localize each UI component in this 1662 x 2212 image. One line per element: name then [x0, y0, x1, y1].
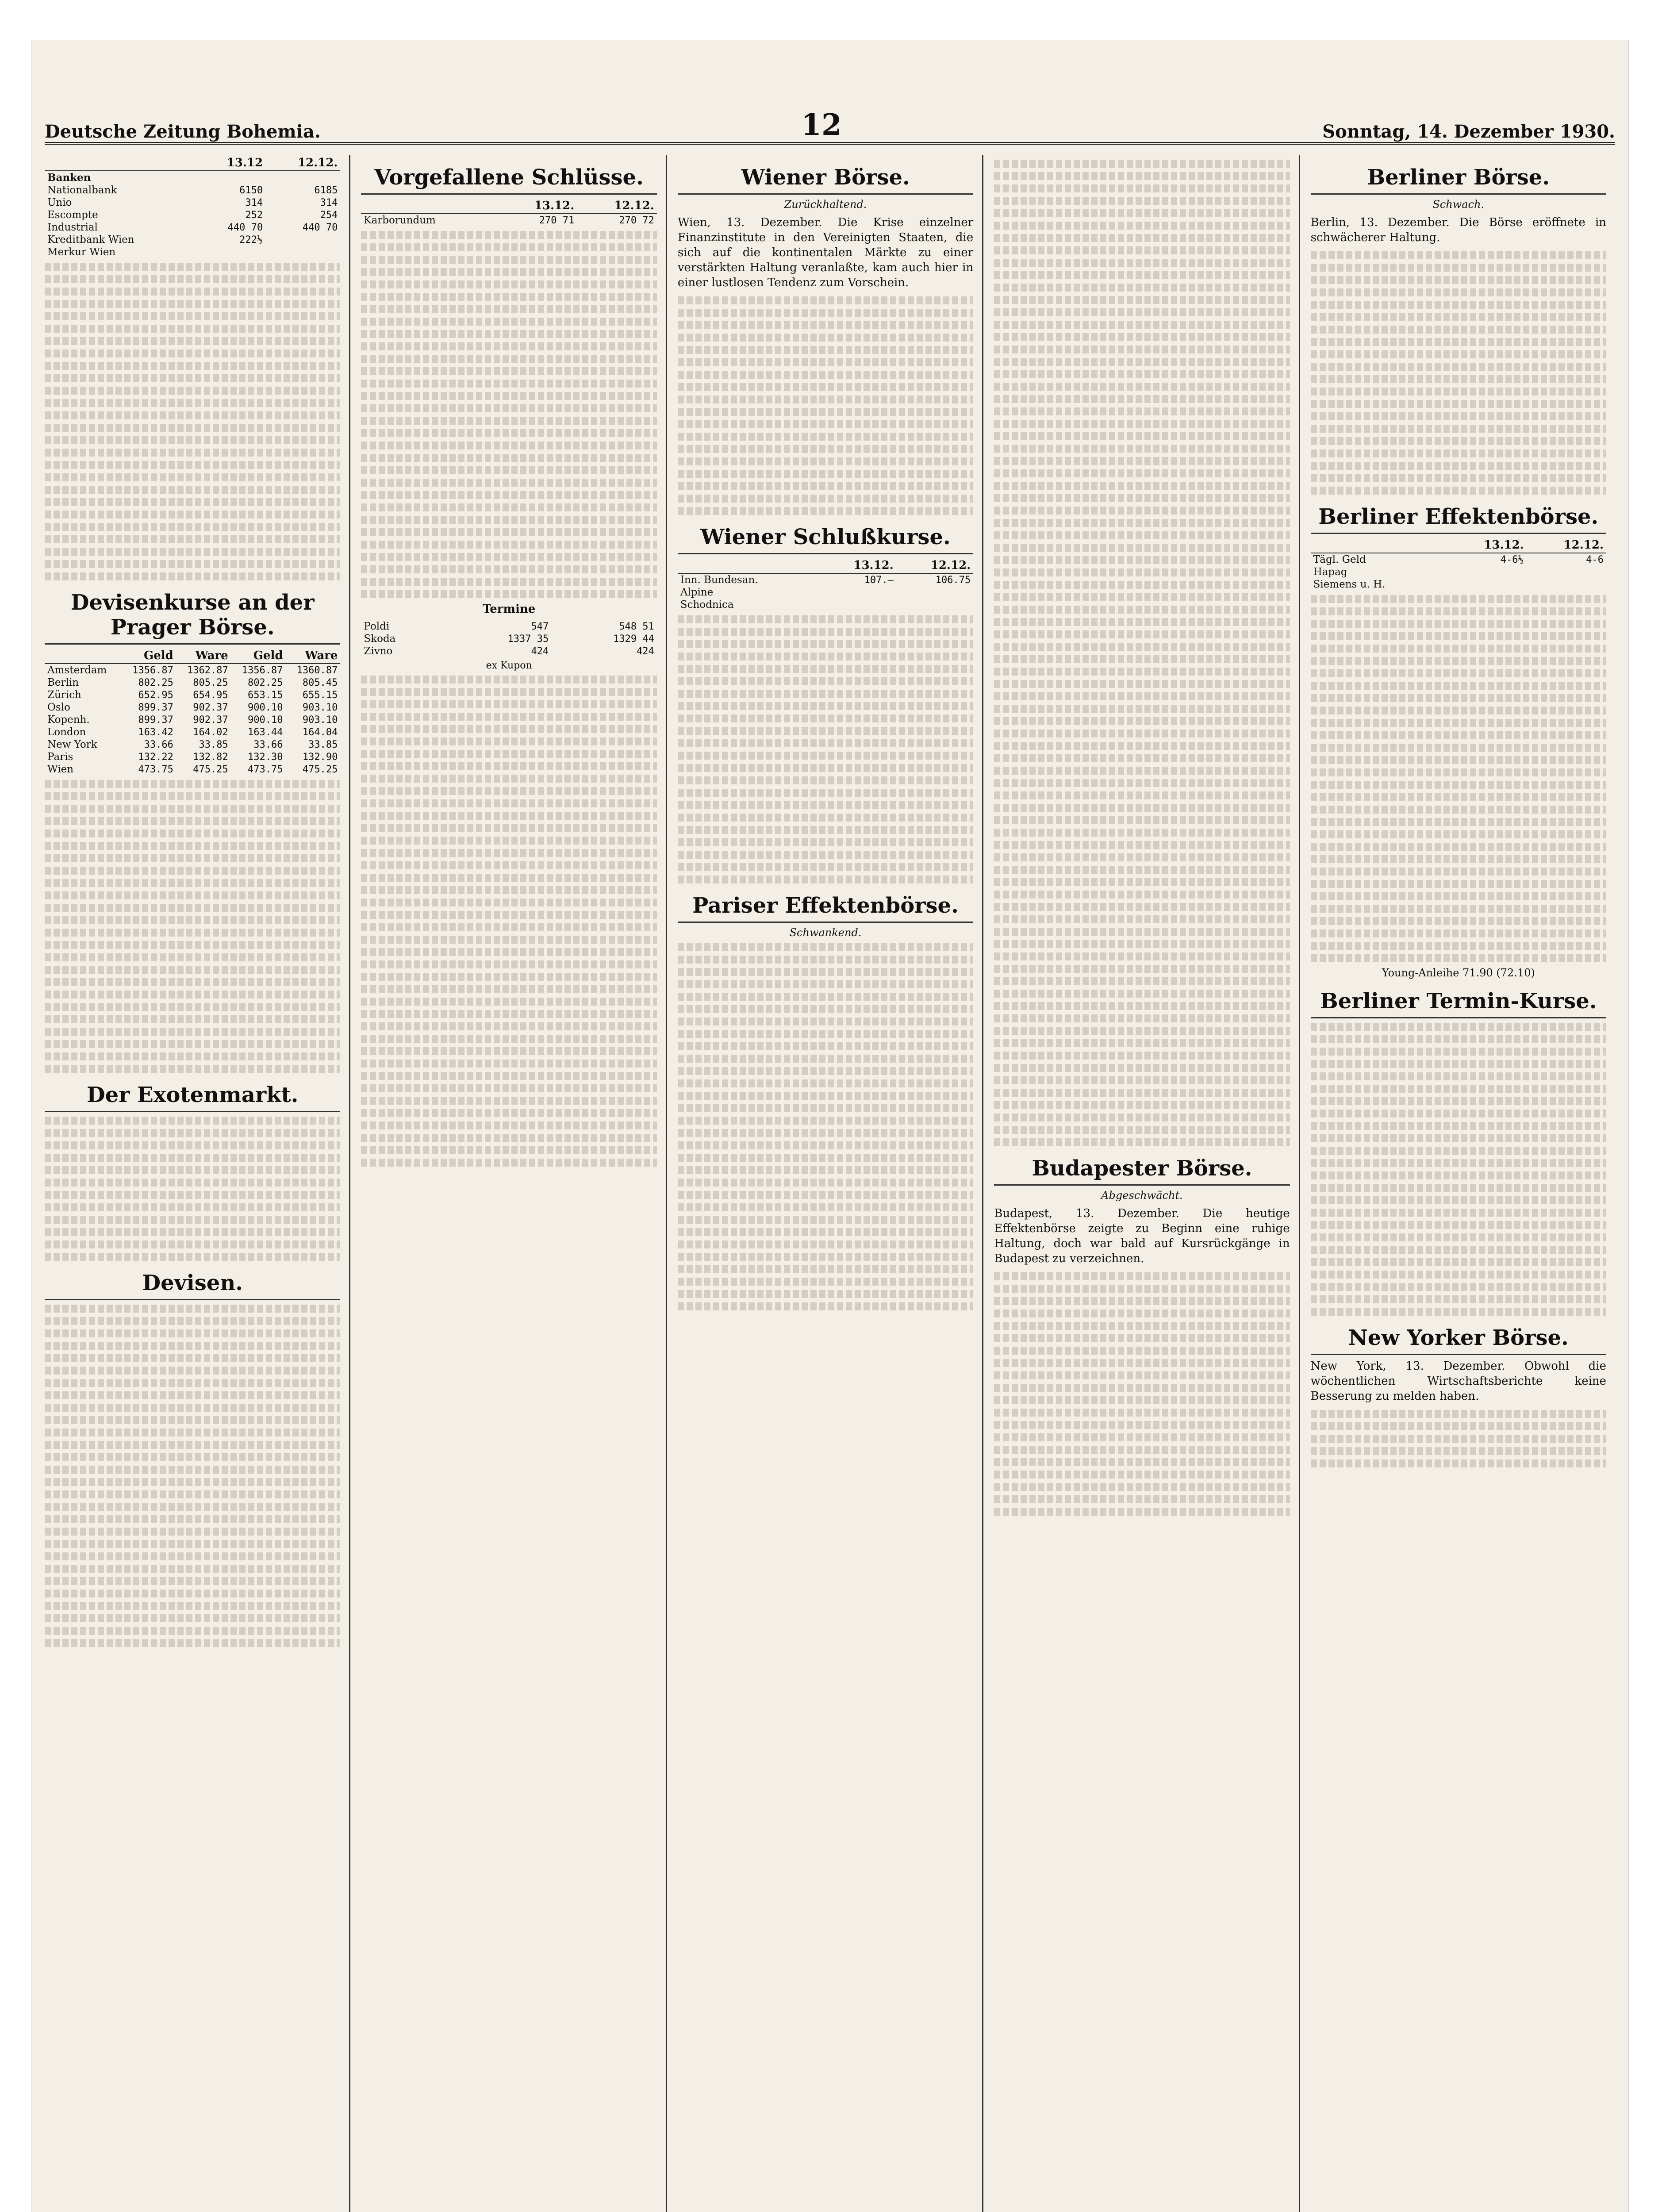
text-filler — [1311, 251, 1606, 495]
cell: Zivno — [364, 645, 393, 657]
table-header — [1311, 538, 1447, 553]
cell: 6150 — [239, 184, 263, 196]
cell: 475.25 — [302, 764, 338, 775]
table-row — [361, 633, 656, 645]
cell: 254 — [320, 209, 338, 221]
cell: 652.95 — [138, 689, 173, 701]
table-header — [361, 198, 497, 214]
table-header: Ware — [286, 648, 341, 664]
text-filler — [1311, 1023, 1606, 1316]
cell: 1360.87 — [296, 664, 338, 676]
cell: 106.75 — [935, 574, 971, 586]
cell: Nationalbank — [47, 184, 117, 196]
cell: Siemens u. H. — [1313, 579, 1386, 590]
cell: 1356.87 — [132, 664, 173, 676]
table-header-row — [678, 558, 973, 573]
cell: 222½ — [239, 234, 263, 246]
table-header: 13.12. — [819, 558, 896, 573]
cell: London — [47, 726, 86, 738]
footnote: ex Kupon — [486, 660, 532, 671]
cell: 473.75 — [138, 764, 173, 775]
column-2 — [361, 155, 667, 2212]
cell — [1527, 566, 1606, 578]
cell: Inn. Bundesan. — [680, 574, 758, 586]
column-1 — [45, 155, 350, 2212]
text-filler — [678, 615, 973, 883]
cell: Kopenh. — [47, 714, 90, 726]
cell — [896, 586, 973, 599]
table-header: 12.12. — [896, 558, 973, 573]
section-heading: Pariser Effektenbörse. — [678, 893, 973, 923]
cell: 314 — [245, 197, 263, 208]
section-heading: Budapester Börse. — [994, 1156, 1290, 1186]
section-heading: Wiener Börse. — [678, 165, 973, 195]
text-filler — [994, 1272, 1290, 1516]
cell: 903.10 — [302, 702, 338, 713]
cell: 1362.87 — [187, 664, 228, 676]
cell: 132.82 — [193, 751, 228, 763]
article-lead: Budapest, 13. Dezember. Die heutige Effektenbörse zeigte zu Beginn eine ruhige Haltung, doch war bald auf Kursrückgänge in Budapest zu verzeichnen. — [994, 1207, 1290, 1265]
cell: 33.66 — [253, 739, 283, 750]
table-row — [45, 184, 340, 196]
section-label: Banken — [47, 172, 91, 184]
text-filler — [1311, 1410, 1606, 1467]
table-header: 13.12. — [1447, 538, 1526, 553]
cell — [265, 246, 340, 258]
text-filler — [1311, 595, 1606, 962]
issue-date: Sonntag, 14. Dezember 1930. — [1322, 121, 1615, 142]
table-row — [45, 726, 340, 738]
table-row — [45, 701, 340, 714]
cell: Skoda — [364, 633, 396, 645]
text-filler — [45, 1305, 340, 1647]
cell — [265, 234, 340, 246]
newspaper-page — [31, 40, 1629, 2212]
table-row — [45, 221, 340, 234]
cell: 270 72 — [619, 215, 654, 226]
cell: 6185 — [314, 184, 338, 196]
article-lead: Berlin, 13. Dezember. Die Börse eröffnete in schwächerer Haltung. — [1310, 216, 1607, 244]
cell: Hapag — [1313, 566, 1347, 578]
cell: Berlin — [47, 677, 79, 688]
cell: 424 — [637, 645, 654, 657]
table-row — [678, 599, 973, 611]
cell: 473.75 — [248, 764, 283, 775]
cell: 163.44 — [248, 726, 283, 738]
cell: 164.04 — [302, 726, 338, 738]
cell — [1447, 578, 1526, 591]
section-heading: Vorgefallene Schlüsse. — [361, 165, 656, 195]
cell: 899.37 — [138, 714, 173, 726]
cell: 1337 35 — [507, 633, 549, 645]
table-row — [45, 234, 340, 246]
table-header: Ware — [176, 648, 231, 664]
text-filler — [361, 676, 656, 1167]
text-filler — [45, 780, 340, 1073]
termine-label: Termine — [482, 603, 536, 616]
table-row — [678, 586, 973, 599]
cell: 440 70 — [227, 222, 263, 233]
cell: 805.45 — [302, 677, 338, 688]
text-filler — [45, 1117, 340, 1261]
cell: 4-6 — [1586, 554, 1604, 565]
section-heading: Der Exotenmarkt. — [45, 1083, 340, 1112]
cell: 900.10 — [248, 714, 283, 726]
table-row — [45, 738, 340, 751]
section-heading: Devisenkurse an der Prager Börse. — [45, 590, 340, 645]
table-row — [1311, 566, 1606, 578]
text-filler — [678, 943, 973, 1310]
cell: Oslo — [47, 702, 70, 713]
columns — [45, 155, 1615, 2212]
cell: 655.15 — [302, 689, 338, 701]
table-row — [678, 573, 973, 586]
cell: 475.25 — [193, 764, 228, 775]
table-row — [45, 689, 340, 701]
cell: Zürich — [47, 689, 81, 701]
table-header — [45, 648, 121, 664]
cell — [819, 599, 896, 611]
table-row — [45, 664, 340, 676]
cell — [1527, 578, 1606, 591]
text-filler — [361, 231, 656, 598]
table-header: 12.12. — [265, 155, 340, 171]
cell: Alpine — [680, 587, 714, 598]
section-subheading: Zurückhaltend. — [784, 198, 867, 211]
table-header: 13.12 — [197, 155, 265, 171]
section-subheading: Schwach. — [1432, 198, 1485, 211]
text-filler — [45, 263, 340, 580]
cell: 899.37 — [138, 702, 173, 713]
table-row — [1311, 578, 1606, 591]
section-heading: Berliner Effektenbörse. — [1311, 504, 1606, 534]
cell: 902.37 — [193, 702, 228, 713]
cell — [896, 599, 973, 611]
table-row — [45, 763, 340, 776]
cell: Karborundum — [364, 215, 436, 226]
vienna-close-table — [678, 558, 973, 611]
table-header: 12.12. — [577, 198, 657, 214]
cell: New York — [47, 739, 97, 750]
berlin-securities-table — [1311, 538, 1606, 591]
cell: 1329 44 — [613, 633, 654, 645]
cell: 805.25 — [193, 677, 228, 688]
cell: 902.37 — [193, 714, 228, 726]
table-header-row — [45, 648, 340, 664]
cell: 107.— — [864, 574, 894, 586]
section-heading: Berliner Termin-Kurse. — [1311, 989, 1606, 1018]
cell — [1447, 566, 1526, 578]
cell: 547 — [531, 621, 549, 632]
table-row — [45, 714, 340, 726]
cell: 33.66 — [144, 739, 173, 750]
cell: 132.30 — [248, 751, 283, 763]
cell: 252 — [245, 209, 263, 221]
table-row — [1311, 553, 1606, 566]
cell: 900.10 — [248, 702, 283, 713]
cell: 132.90 — [302, 751, 338, 763]
cell: 270 71 — [539, 215, 575, 226]
column-3 — [678, 155, 983, 2212]
termine-table — [361, 620, 656, 657]
cell: 424 — [531, 645, 549, 657]
table-row — [361, 620, 656, 633]
table-header-row — [361, 198, 656, 214]
table-header: 13.12. — [497, 198, 577, 214]
cell: 903.10 — [302, 714, 338, 726]
cell: 440 70 — [302, 222, 338, 233]
table-row — [45, 751, 340, 763]
cell: 164.02 — [193, 726, 228, 738]
cell: 802.25 — [138, 677, 173, 688]
cell: 802.25 — [248, 677, 283, 688]
table-header: 12.12. — [1527, 538, 1606, 553]
section-heading: New Yorker Börse. — [1311, 1325, 1606, 1355]
cell: Schodnica — [680, 599, 734, 611]
paper-name: Deutsche Zeitung Bohemia. — [45, 121, 321, 142]
table-header-row — [1311, 538, 1606, 553]
cell: 33.85 — [199, 739, 228, 750]
text-filler — [994, 160, 1290, 1146]
cell: Tägl. Geld — [1313, 554, 1366, 565]
cell: Kreditbank Wien — [47, 234, 134, 246]
table-row — [45, 196, 340, 209]
cell: 314 — [320, 197, 338, 208]
cell: Industrial — [47, 222, 98, 233]
young-loan-line: Young-Anleihe 71.90 (72.10) — [1382, 967, 1535, 979]
table-row — [45, 209, 340, 221]
cell: Paris — [47, 751, 73, 763]
banks-table — [45, 155, 340, 258]
fx-table — [45, 648, 340, 776]
cell: 33.85 — [308, 739, 338, 750]
section-subheading: Schwankend. — [789, 926, 862, 939]
page-number: 12 — [801, 108, 842, 142]
column-4 — [994, 155, 1300, 2212]
cell — [197, 246, 265, 258]
cell: Merkur Wien — [47, 246, 116, 258]
table-row — [361, 645, 656, 657]
table-row — [361, 214, 656, 227]
text-filler — [678, 296, 973, 515]
article-lead: Wien, 13. Dezember. Die Krise einzelner Finanzinstitute in den Vereinigten Staaten, die sich auf die kontinentalen Märkte zu einer verstärkten Haltung veranlaßte, kam auch hier in einer lustlosen Tendenz zum Vorschein. — [677, 216, 974, 289]
transactions-table — [361, 198, 656, 227]
cell: 4-6½ — [1500, 554, 1524, 565]
cell — [819, 586, 896, 599]
section-heading: Berliner Börse. — [1311, 165, 1606, 195]
table-header: Geld — [231, 648, 286, 664]
cell: 653.15 — [248, 689, 283, 701]
cell: Poldi — [364, 621, 390, 632]
section-subheading: Abgeschwächt. — [1101, 1189, 1183, 1202]
cell: Amsterdam — [47, 664, 107, 676]
cell: Wien — [47, 764, 74, 775]
section-heading: Wiener Schlußkurse. — [678, 525, 973, 554]
article-lead: New York, 13. Dezember. Obwohl die wöchentlichen Wirtschaftsberichte keine Besserung zu melden haben. — [1310, 1359, 1607, 1403]
table-row — [45, 246, 340, 258]
masthead — [45, 107, 1615, 145]
table-header — [45, 155, 197, 171]
cell: 548 51 — [619, 621, 654, 632]
section-heading: Devisen. — [45, 1271, 340, 1300]
table-header — [678, 558, 819, 573]
cell: Unio — [47, 197, 72, 208]
cell: 132.22 — [138, 751, 173, 763]
cell: 1356.87 — [242, 664, 283, 676]
cell: 654.95 — [193, 689, 228, 701]
column-5 — [1311, 155, 1615, 2212]
table-header-row — [45, 155, 340, 171]
cell: Escompte — [47, 209, 98, 221]
cell: 163.42 — [138, 726, 173, 738]
table-row — [45, 676, 340, 689]
table-header: Geld — [121, 648, 176, 664]
